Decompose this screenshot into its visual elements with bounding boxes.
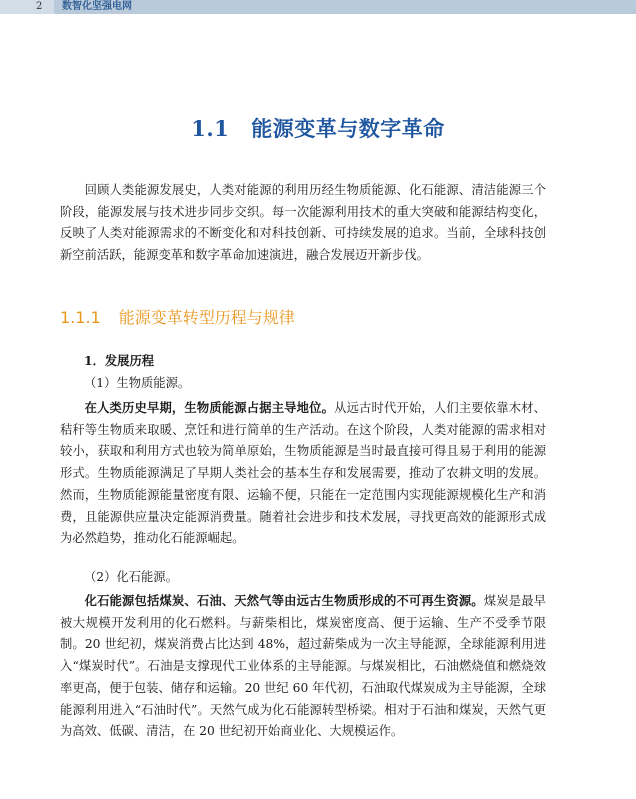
item1-label: （1）生物质能源。 xyxy=(84,376,191,390)
item1-body: 从远古时代开始，人们主要依靠木材、秸秆等生物质来取暖、烹饪和进行简单的生产活动。在这个阶段，人类对能源的需求相对较小，获取和利用方式也较为简单原始，生物质能源是当时最直接可得且易于利用的能源形式。生物质能源满足了早期人类社会的基本生存和发展需要，推动了农耕文明的发展。然而，生物质能源能量密度有限、运输不便，只能在一定范围内实现能源规模化生产和消费，且能源供应量决定能源消费量。随着社会进步和技术发展，寻找更高效的能源形式成为必然趋势，推动化石能源崛起。 xyxy=(60,401,546,546)
item1-paragraph xyxy=(60,397,546,550)
header-bar xyxy=(54,0,636,14)
heading-history: 1．发展历程 xyxy=(84,353,155,368)
item2-body: 煤炭是最早被大规模开发利用的化石燃料。与薪柴相比，煤炭密度高、便于运输、生产不受季节限制。20 世纪初，煤炭消费占比达到 48%，超过薪柴成为一次主导能源，全球能源利用进入“煤炭时代”。石油是支撑现代工业体系的主导能源。与煤炭相比，石油燃烧值和燃烧效率更高，便于包装、储存和运输。20 世纪 60 年代初，石油取代煤炭成为主导能源，全球能源利用进入“石油时代”。天然气成为化石能源转型桥梁。相对于石油和煤炭，天然气更为高效、低碳、清洁，在 20 世纪初开始商业化、大规模运作。 xyxy=(60,594,546,739)
subsection-title xyxy=(60,305,295,328)
subsection-title-text: 能源变革转型历程与规律 xyxy=(118,308,295,327)
item2-lead: 化石能源包括煤炭、石油、天然气等由远古生物质形成的不可再生资源。 xyxy=(84,593,484,608)
item2-label: （2）化石能源。 xyxy=(84,570,178,584)
section-title xyxy=(0,113,636,143)
subsection-number: 1.1.1 xyxy=(60,308,101,327)
section-number: 1.1 xyxy=(191,116,230,141)
intro-paragraph: 回顾人类能源发展史，人类对能源的利用历经生物质能源、化石能源、清洁能源三个阶段，能源发展与技术进步同步交织。每一次能源利用技术的重大突破和能源结构变化，反映了人类对能源需求的不断变化和对科技创新、可持续发展的追求。当前，全球科技创新空前活跃，能源变革和数字革命加速演进，融合发展迈开新步伐。 xyxy=(60,183,546,263)
page-number: 2 xyxy=(36,1,43,12)
section-title-text: 能源变革与数字革命 xyxy=(251,116,445,141)
item1-lead: 在人类历史早期，生物质能源占据主导地位。 xyxy=(84,400,335,415)
item2-paragraph xyxy=(60,590,546,743)
running-title: 数智化坚强电网 xyxy=(62,1,132,12)
